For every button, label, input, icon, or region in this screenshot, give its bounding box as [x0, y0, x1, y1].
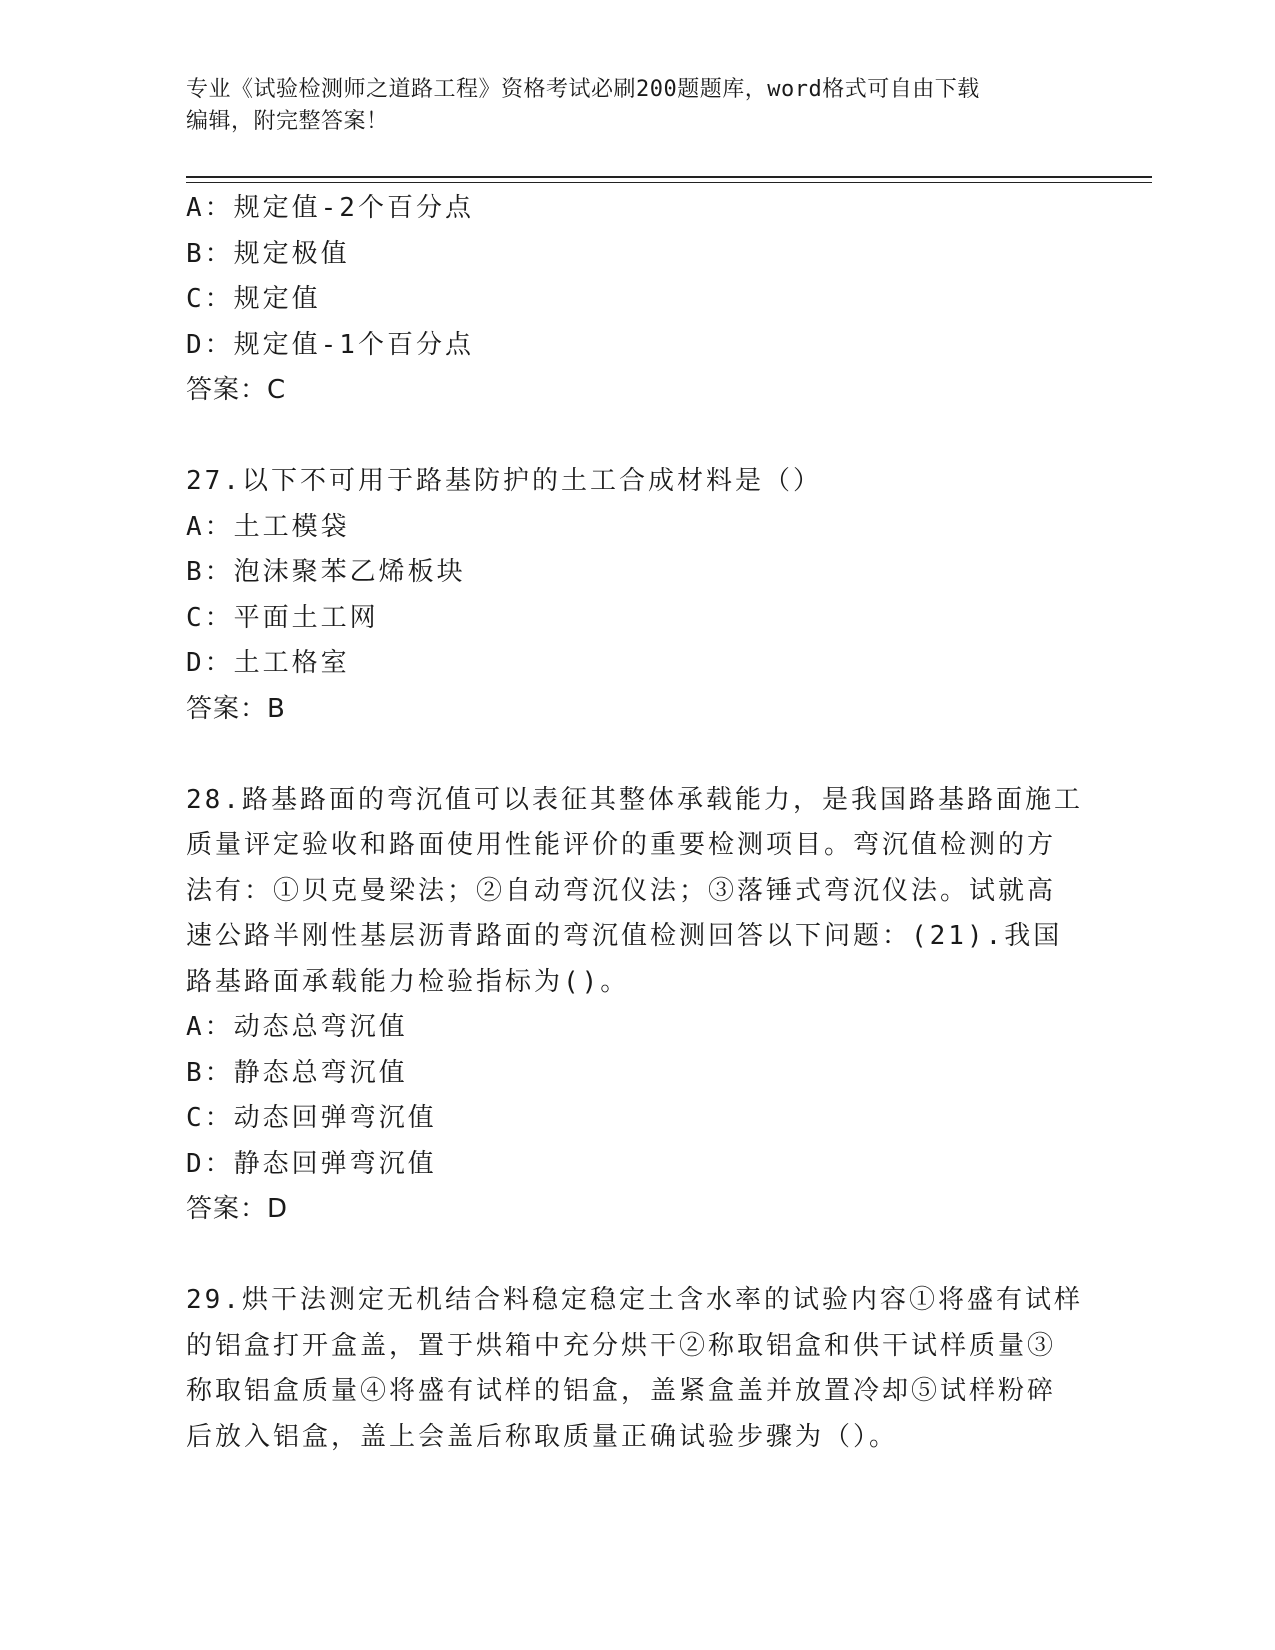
question-stem-line: 速公路半刚性基层沥青路面的弯沉值检测回答以下问题：(21).我国 — [186, 921, 1063, 951]
question-stem: 27.以下不可用于路基防护的土工合成材料是（） — [186, 466, 822, 496]
answer: 答案：B — [186, 693, 286, 724]
header-line-2: 编辑，附完整答案！ — [186, 109, 389, 134]
question-stem-line: 质量评定验收和路面使用性能评价的重要检测项目。弯沉值检测的方 — [186, 830, 1057, 860]
question-27 — [186, 459, 1066, 732]
option-c: C：动态回弹弯沉值 — [186, 1103, 437, 1133]
option-d: D：静态回弹弯沉值 — [186, 1148, 437, 1179]
option-c: C：平面土工网 — [186, 602, 379, 633]
header-rule-thin — [186, 182, 1152, 183]
question-26 — [186, 186, 1066, 414]
document-header — [186, 74, 1066, 138]
answer: 答案：C — [186, 375, 287, 405]
option-b: B：泡沫聚苯乙烯板块 — [186, 557, 466, 587]
question-stem-line: 法有：①贝克曼梁法；②自动弯沉仪法；③落锤式弯沉仪法。试就高 — [186, 875, 1057, 906]
option-d: D：土工格室 — [186, 648, 350, 678]
option-b: B：静态总弯沉值 — [186, 1057, 408, 1088]
option-a: A：规定值-2个百分点 — [186, 193, 474, 223]
question-stem-line: 后放入铝盒，盖上会盖后称取质量正确试验步骤为（）。 — [186, 1421, 899, 1452]
answer: 答案：D — [186, 1194, 289, 1224]
question-28 — [186, 778, 1083, 1233]
header-line-1: 专业《试验检测师之道路工程》资格考试必刷200题题库，word格式可自由下载 — [186, 77, 980, 102]
question-stem-line: 28.路基路面的弯沉值可以表征其整体承载能力，是我国路基路面施工 — [186, 784, 1083, 815]
question-stem-line: 的铝盒打开盒盖，置于烘箱中充分烘干②称取铝盒和供干试样质量③ — [186, 1330, 1057, 1361]
option-d: D：规定值-1个百分点 — [186, 329, 474, 360]
question-stem-line: 称取铝盒质量④将盛有试样的铝盒，盖紧盒盖并放置冷却⑤试样粉碎 — [186, 1376, 1057, 1406]
option-a: A：土工模袋 — [186, 511, 350, 542]
header-rule-thick — [186, 176, 1152, 178]
question-stem-line: 路基路面承载能力检验指标为()。 — [186, 966, 630, 997]
option-b: B：规定极值 — [186, 238, 350, 269]
question-list — [186, 186, 1083, 1460]
question-stem-line: 29.烘干法测定无机结合料稳定稳定土含水率的试验内容①将盛有试样 — [186, 1285, 1083, 1315]
option-a: A：动态总弯沉值 — [186, 1012, 408, 1042]
question-29 — [186, 1278, 1083, 1460]
option-c: C：规定值 — [186, 284, 321, 314]
